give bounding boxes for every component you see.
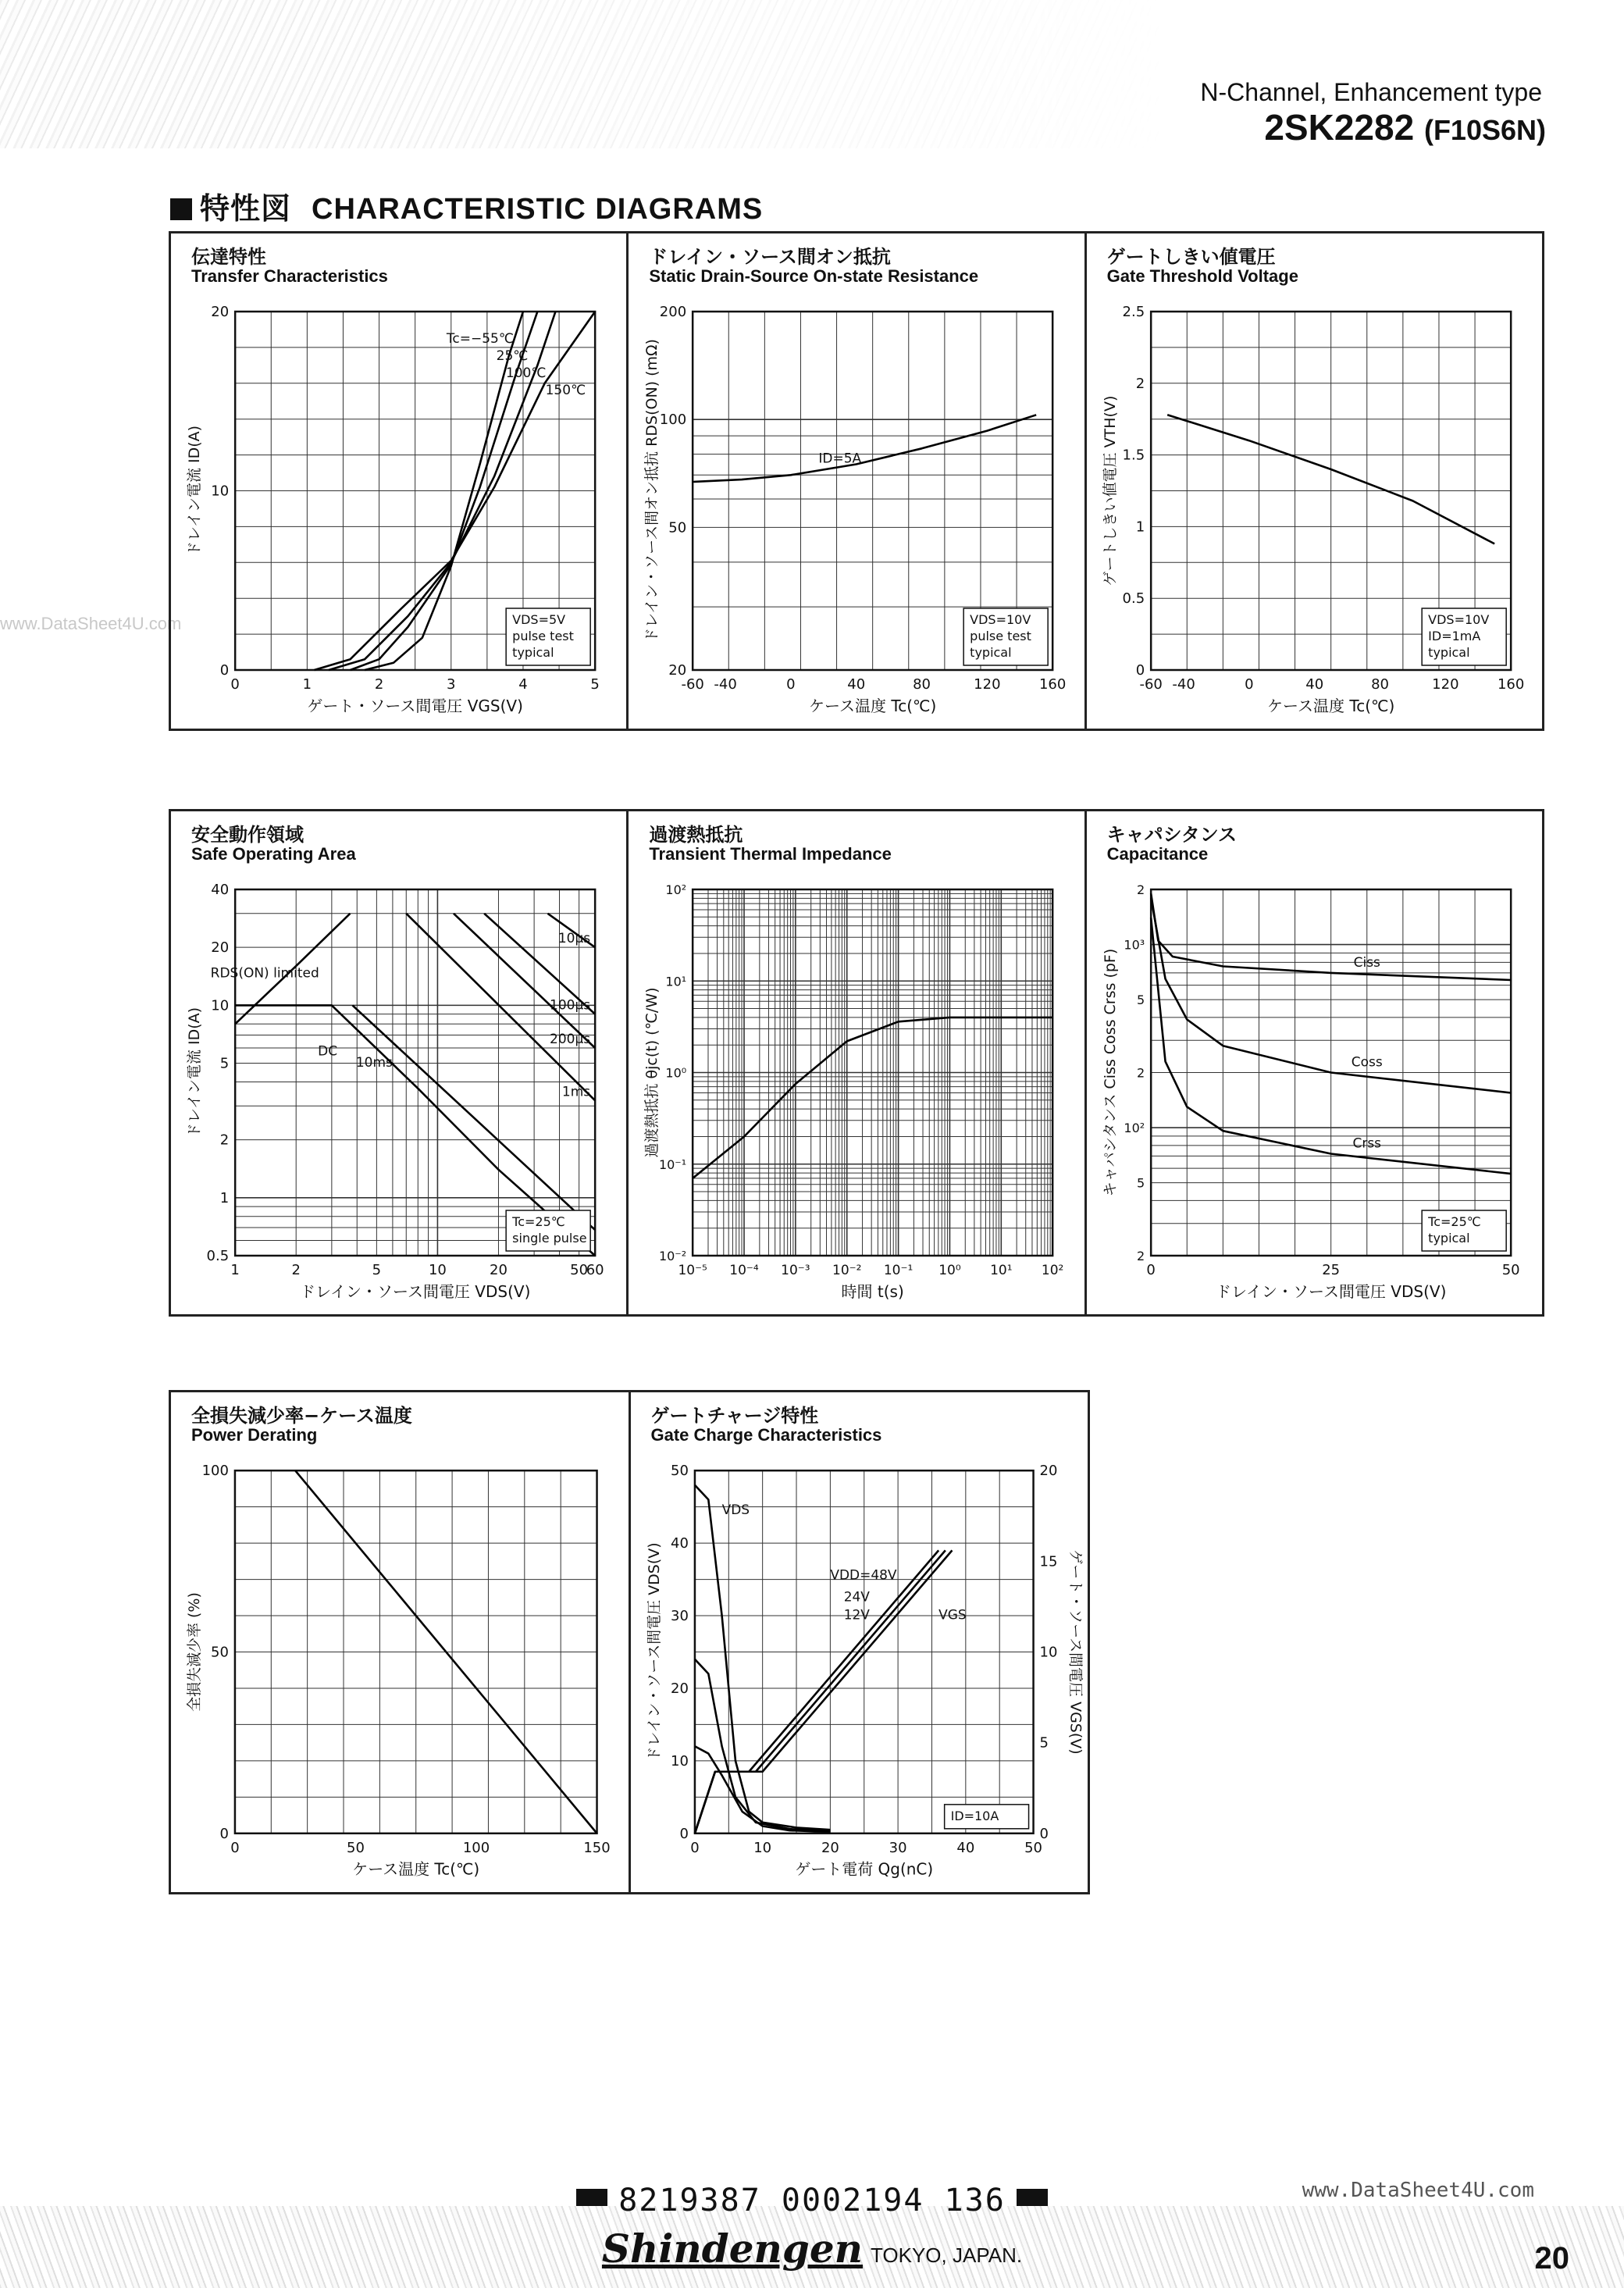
y-tick-label: 20 bbox=[211, 939, 230, 957]
x-tick-label: 50 bbox=[570, 1262, 589, 1278]
x-tick-label: 160 bbox=[1497, 676, 1524, 693]
y-tick-label: 2.5 bbox=[1122, 304, 1145, 320]
black-block-icon bbox=[576, 2189, 607, 2206]
x-tick-label: 0 bbox=[230, 1839, 240, 1856]
y-tick-label: 2 bbox=[1135, 375, 1145, 392]
y-tick-label: 2 bbox=[1136, 882, 1145, 897]
series-label: VDS bbox=[721, 1502, 750, 1518]
y-tick-label: 10³ bbox=[1124, 937, 1145, 953]
condition-note-line: typical bbox=[1427, 1231, 1470, 1246]
chart-title-jp: 過渡熱抵抗 bbox=[649, 824, 743, 846]
condition-note-line: VDS=10V bbox=[970, 612, 1031, 627]
y-tick-label: 50 bbox=[668, 519, 687, 536]
series-line bbox=[694, 1550, 945, 1833]
series-label: Ciss bbox=[1353, 954, 1380, 971]
y-tick-label: 100 bbox=[660, 412, 687, 429]
y-tick-label: 1 bbox=[219, 1189, 230, 1206]
brand-city: TOKYO, JAPAN. bbox=[870, 2243, 1023, 2267]
x-tick-label: 50 bbox=[347, 1839, 365, 1856]
section-title-en: CHARACTERISTIC DIAGRAMS bbox=[312, 193, 764, 226]
x-tick-label: 0 bbox=[230, 676, 240, 693]
chart-thermal bbox=[629, 811, 1084, 1314]
condition-note-line: ID=10A bbox=[950, 1808, 999, 1823]
panel-thermal bbox=[629, 811, 1086, 1314]
x-axis-label: ドレイン・ソース間電圧 VDS(V) bbox=[1215, 1282, 1447, 1301]
chart-title: Capacitance bbox=[1106, 844, 1209, 864]
y-tick-label: 10 bbox=[211, 483, 230, 500]
square-bullet-icon bbox=[170, 198, 192, 220]
condition-note-line: pulse test bbox=[970, 629, 1032, 643]
x-tick-label: 0 bbox=[1146, 1262, 1156, 1278]
chart-soa bbox=[171, 811, 626, 1314]
footer-brand bbox=[0, 2226, 1624, 2272]
series-label: 12V bbox=[843, 1607, 870, 1623]
x-axis-label: ゲート・ソース間電圧 VGS(V) bbox=[307, 697, 523, 715]
y-tick-label: 0.5 bbox=[206, 1248, 230, 1264]
x-tick-label: 25 bbox=[1321, 1262, 1340, 1278]
y2-tick-label: 5 bbox=[1039, 1734, 1049, 1752]
y-tick-label: 20 bbox=[668, 662, 687, 679]
x-axis-label: ケース温度 Tc(℃) bbox=[352, 1859, 480, 1879]
y-tick-label: 40 bbox=[670, 1535, 689, 1552]
x-tick-label: 120 bbox=[1431, 676, 1459, 693]
chart-title: Transfer Characteristics bbox=[191, 266, 388, 286]
series-label: 100℃ bbox=[505, 365, 547, 381]
chart-derating bbox=[171, 1392, 629, 1892]
chart-title-jp: ゲートしきい値電圧 bbox=[1106, 246, 1276, 268]
y-axis-label: 全損失減少率 (%) bbox=[185, 1592, 203, 1712]
chart-vth bbox=[1087, 233, 1542, 729]
x-tick-label: 5 bbox=[372, 1262, 382, 1278]
condition-note-line: Tc=25℃ bbox=[512, 1214, 565, 1229]
y-tick-label: 10² bbox=[665, 882, 687, 897]
series-label: 24V bbox=[843, 1589, 870, 1606]
x-tick-label: 50 bbox=[1024, 1839, 1042, 1856]
y-tick-label: 10⁻² bbox=[659, 1249, 687, 1263]
footer-url: www.DataSheet4U.com bbox=[1302, 2179, 1534, 2202]
condition-note-line: Tc=25℃ bbox=[1427, 1214, 1481, 1229]
x-tick-label: 5 bbox=[590, 676, 600, 693]
x-tick-label: 80 bbox=[913, 676, 931, 693]
y-axis-label: ドレイン・ソース間電圧 VDS(V) bbox=[645, 1542, 663, 1762]
series-label: RDS(ON) limited bbox=[210, 965, 319, 982]
y-axis-label: ドレイン電流 ID(A) bbox=[186, 425, 204, 557]
x-tick-label: 10⁻⁵ bbox=[678, 1263, 708, 1278]
chart-title-jp: 安全動作領域 bbox=[191, 824, 304, 846]
y-tick-label: 10⁰ bbox=[665, 1065, 687, 1081]
y-tick-label: 100 bbox=[201, 1463, 229, 1480]
y-tick-label: 10 bbox=[211, 997, 230, 1014]
x-tick-label: 160 bbox=[1039, 676, 1067, 693]
plot-frame bbox=[235, 889, 595, 1256]
series-line bbox=[693, 415, 1036, 482]
y-axis-label: キャパシタンス Ciss Coss Crss (pF) bbox=[1101, 948, 1119, 1197]
device-type: N-Channel, Enhancement type bbox=[1200, 78, 1542, 106]
y2-tick-label: 10 bbox=[1039, 1644, 1057, 1661]
condition-note-line: VDS=5V bbox=[512, 612, 566, 627]
y-tick-label: 2 bbox=[1136, 1065, 1145, 1081]
series-label: DC bbox=[318, 1043, 338, 1060]
series-label: 200μs bbox=[550, 1032, 591, 1048]
chart-title: Gate Threshold Voltage bbox=[1106, 266, 1298, 286]
x-tick-label: 10⁻⁴ bbox=[729, 1263, 760, 1278]
chart-capacitance bbox=[1087, 811, 1542, 1314]
y-axis-label: 過渡熱抵抗 θjc(t) (℃/W) bbox=[643, 987, 661, 1158]
series-label: 100μs bbox=[550, 997, 591, 1014]
chart-rdson bbox=[629, 233, 1084, 729]
panel-transfer bbox=[171, 233, 629, 729]
x-tick-label: 10⁻² bbox=[832, 1263, 862, 1278]
chart-title-jp: キャパシタンス bbox=[1106, 824, 1237, 846]
series-label: ID=5A bbox=[818, 451, 862, 467]
y-tick-label: 2 bbox=[219, 1132, 230, 1149]
part-number bbox=[1264, 106, 1546, 148]
x-tick-label: 2 bbox=[291, 1262, 301, 1278]
chart-title-jp: 全損失減少率−ケース温度 bbox=[191, 1405, 412, 1427]
y-tick-label: 10¹ bbox=[665, 974, 687, 989]
footer-code-text: 8219387 0002194 136 bbox=[618, 2183, 1006, 2219]
x-tick-label: 80 bbox=[1370, 676, 1389, 693]
y-tick-label: 0 bbox=[1135, 662, 1145, 679]
chart-title: Transient Thermal Impedance bbox=[649, 844, 892, 864]
series-label: Tc=−55℃ bbox=[446, 331, 514, 347]
y-axis-label: ゲートしきい値電圧 VTH(V) bbox=[1101, 395, 1119, 586]
series-label: 25℃ bbox=[496, 348, 529, 364]
condition-note-line: typical bbox=[970, 645, 1012, 660]
y2-axis-label: ゲート・ソース間電圧 VGS(V) bbox=[1067, 1549, 1084, 1755]
x-axis-label: ケース温度 Tc(℃) bbox=[809, 697, 937, 715]
brand-logo: Shindengen bbox=[601, 2226, 863, 2272]
chart-title-jp: 伝達特性 bbox=[191, 246, 266, 268]
y-tick-label: 0 bbox=[219, 662, 230, 679]
panel-rdson bbox=[629, 233, 1086, 729]
series-label: VDD=48V bbox=[829, 1567, 897, 1584]
x-tick-label: 150 bbox=[583, 1839, 611, 1856]
x-tick-label: 1 bbox=[230, 1262, 240, 1278]
x-tick-label: 0 bbox=[1244, 676, 1254, 693]
y-tick-label: 20 bbox=[211, 304, 230, 320]
y-tick-label: 0.5 bbox=[1122, 590, 1145, 608]
condition-note-line: ID=1mA bbox=[1427, 629, 1480, 643]
x-tick-label: 4 bbox=[518, 676, 528, 693]
x-tick-label: 10 bbox=[428, 1262, 447, 1278]
y-tick-label: 5 bbox=[219, 1055, 230, 1072]
section-title-jp: 特性図 bbox=[200, 193, 292, 226]
x-axis-label: 時間 t(s) bbox=[841, 1282, 905, 1301]
x-tick-label: 40 bbox=[1305, 676, 1323, 693]
x-tick-label: 10² bbox=[1042, 1263, 1064, 1278]
watermark: www.DataSheet4U.com bbox=[0, 614, 182, 633]
panel-vth bbox=[1087, 233, 1542, 729]
y-tick-label: 200 bbox=[660, 304, 687, 320]
part-number-main: 2SK2282 bbox=[1264, 107, 1415, 148]
x-tick-label: 2 bbox=[374, 676, 384, 693]
panel-derating bbox=[171, 1392, 631, 1892]
y2-tick-label: 0 bbox=[1039, 1825, 1049, 1842]
chart-row-2 bbox=[169, 809, 1544, 1317]
chart-row-1 bbox=[169, 231, 1544, 731]
chart-title-jp: ドレイン・ソース間オン抵抗 bbox=[649, 246, 891, 268]
chart-gatecharge bbox=[631, 1392, 1088, 1892]
x-tick-label: 3 bbox=[447, 676, 456, 693]
x-tick-label: 0 bbox=[786, 676, 796, 693]
series-label: 1ms bbox=[561, 1084, 591, 1100]
x-tick-label: 50 bbox=[1501, 1262, 1520, 1278]
chart-transfer bbox=[171, 233, 626, 729]
condition-note-line: single pulse bbox=[512, 1231, 587, 1246]
x-axis-label: ケース温度 Tc(℃) bbox=[1266, 697, 1394, 715]
x-tick-label: 10⁻³ bbox=[781, 1263, 810, 1278]
x-tick-label: 120 bbox=[974, 676, 1001, 693]
page-number: 20 bbox=[1534, 2241, 1569, 2276]
y-tick-label: 40 bbox=[211, 882, 230, 898]
chart-title: Safe Operating Area bbox=[191, 844, 356, 864]
series-label: Crss bbox=[1352, 1135, 1381, 1152]
series-label: VGS bbox=[938, 1607, 967, 1623]
y-axis-label: ドレイン・ソース間オン抵抗 RDS(ON) (mΩ) bbox=[643, 339, 661, 643]
y-tick-label: 2 bbox=[1136, 1249, 1145, 1263]
series-label: 10ms bbox=[355, 1054, 393, 1071]
condition-note-line: typical bbox=[1427, 645, 1470, 660]
series-label: 150℃ bbox=[545, 383, 586, 398]
x-axis-label: ゲート電荷 Qg(nC) bbox=[794, 1859, 933, 1879]
section-title bbox=[170, 184, 763, 227]
x-tick-label: 20 bbox=[490, 1262, 508, 1278]
chart-title: Static Drain-Source On-state Resistance bbox=[649, 266, 979, 286]
y2-tick-label: 15 bbox=[1039, 1553, 1057, 1570]
x-tick-label: 10⁰ bbox=[938, 1263, 962, 1278]
x-tick-label: 20 bbox=[821, 1839, 839, 1856]
part-number-sub: (F10S6N) bbox=[1423, 114, 1546, 146]
x-tick-label: -60 bbox=[1139, 676, 1163, 693]
y-tick-label: 5 bbox=[1136, 1175, 1145, 1191]
chart-title-jp: ゲートチャージ特性 bbox=[650, 1405, 819, 1427]
panel-capacitance bbox=[1087, 811, 1542, 1314]
x-tick-label: 0 bbox=[689, 1839, 700, 1856]
y-tick-label: 0 bbox=[219, 1825, 229, 1842]
x-tick-label: 1 bbox=[302, 676, 312, 693]
panel-gatecharge bbox=[631, 1392, 1088, 1892]
x-tick-label: 10⁻¹ bbox=[884, 1263, 914, 1278]
x-tick-label: 40 bbox=[956, 1839, 974, 1856]
y-tick-label: 1.5 bbox=[1122, 447, 1145, 464]
y-tick-label: 10² bbox=[1124, 1121, 1145, 1136]
y-tick-label: 50 bbox=[211, 1644, 229, 1661]
chart-row-3 bbox=[169, 1390, 1090, 1894]
black-block-icon bbox=[1017, 2189, 1048, 2206]
x-tick-label: -60 bbox=[681, 676, 705, 693]
x-tick-label: -40 bbox=[714, 676, 738, 693]
x-tick-label: -40 bbox=[1172, 676, 1195, 693]
panel-soa bbox=[171, 811, 629, 1314]
scan-noise-top bbox=[0, 0, 1171, 148]
x-tick-label: 60 bbox=[586, 1262, 604, 1278]
x-tick-label: 10¹ bbox=[990, 1263, 1013, 1278]
condition-note-line: VDS=10V bbox=[1427, 612, 1489, 627]
y-tick-label: 0 bbox=[678, 1825, 689, 1842]
chart-title: Power Derating bbox=[191, 1425, 318, 1445]
y-tick-label: 10⁻¹ bbox=[659, 1156, 687, 1172]
condition-note-line: pulse test bbox=[512, 629, 574, 643]
series-label: Coss bbox=[1351, 1054, 1383, 1071]
y-tick-label: 5 bbox=[1136, 993, 1145, 1008]
x-axis-label: ドレイン・ソース間電圧 VDS(V) bbox=[299, 1282, 531, 1301]
series-label: 10μs bbox=[557, 931, 591, 947]
x-tick-label: 10 bbox=[753, 1839, 771, 1856]
x-tick-label: 30 bbox=[889, 1839, 907, 1856]
condition-note-line: typical bbox=[512, 645, 554, 660]
y2-tick-label: 20 bbox=[1039, 1463, 1057, 1480]
x-tick-label: 100 bbox=[462, 1839, 490, 1856]
x-tick-label: 40 bbox=[847, 676, 866, 693]
y-tick-label: 20 bbox=[670, 1680, 689, 1697]
y-axis-label: ドレイン電流 ID(A) bbox=[186, 1007, 204, 1139]
y-tick-label: 10 bbox=[670, 1752, 689, 1769]
chart-title: Gate Charge Characteristics bbox=[650, 1425, 882, 1445]
y-tick-label: 30 bbox=[670, 1608, 689, 1625]
y-tick-label: 50 bbox=[670, 1463, 689, 1480]
y-tick-label: 1 bbox=[1135, 519, 1145, 536]
